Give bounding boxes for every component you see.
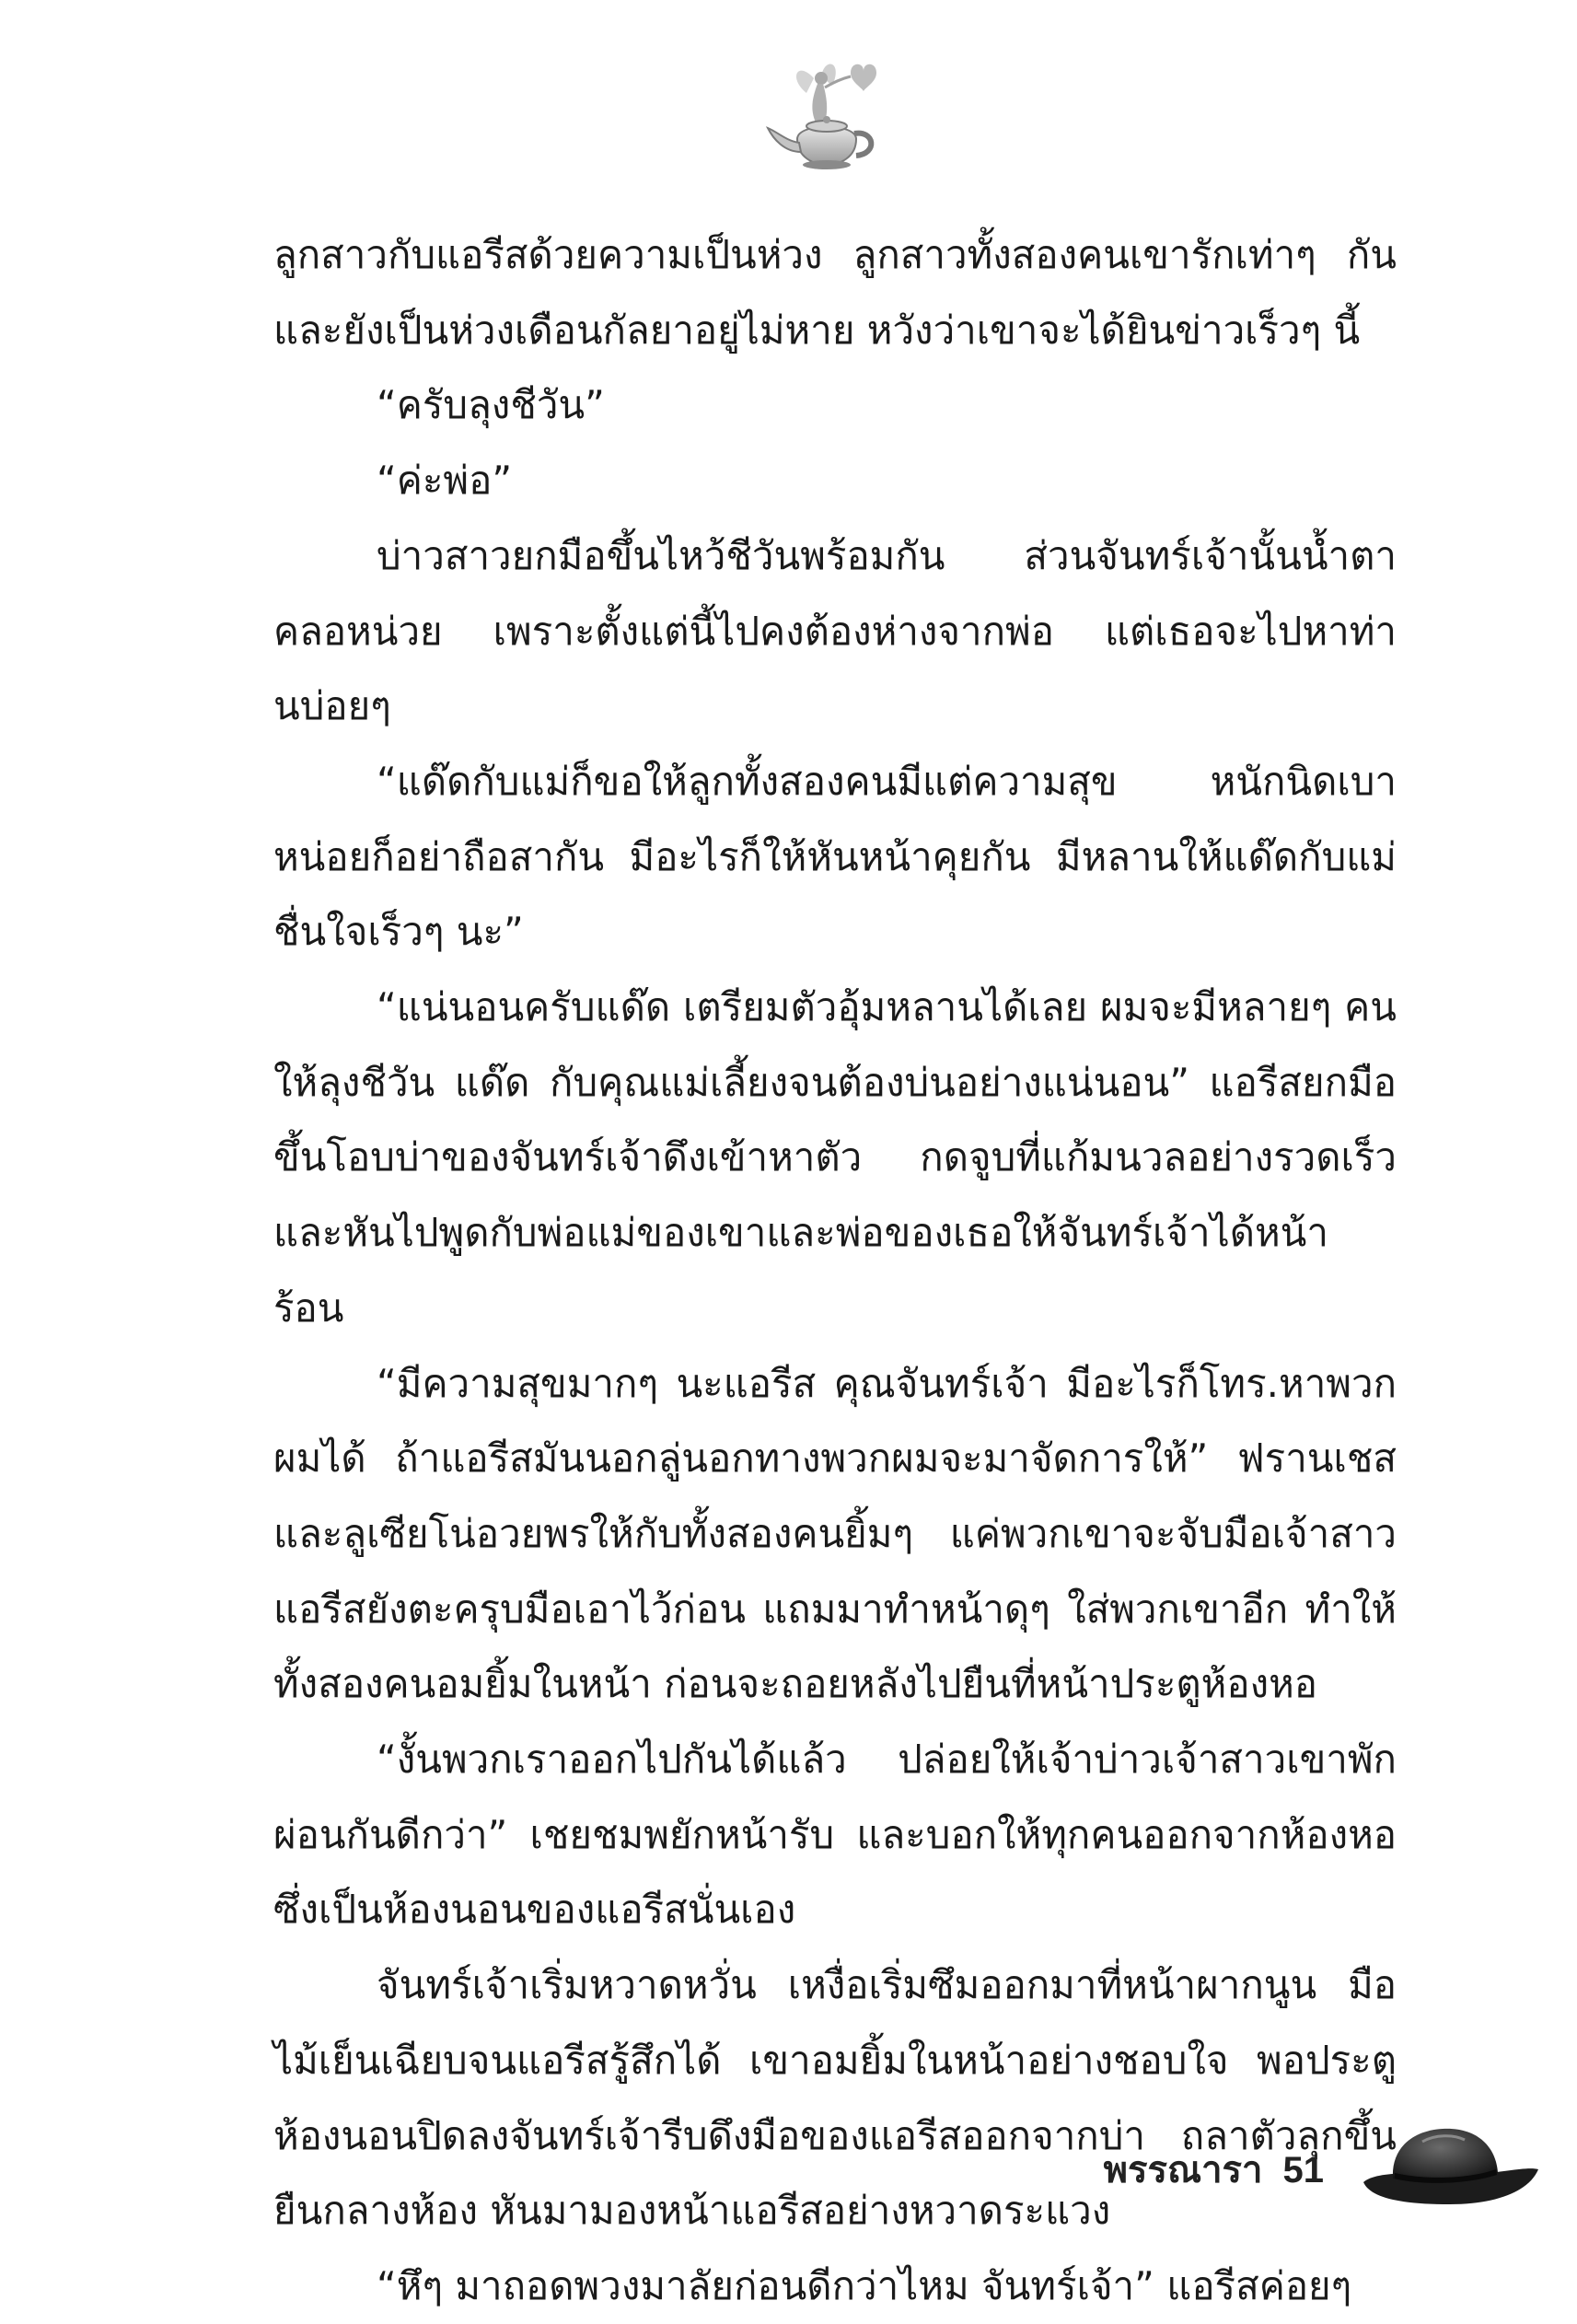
paragraph-2: “ครับลุงชีวัน”	[377, 382, 605, 428]
paragraph-6: “แน่นอนครับแด๊ด เตรียมตัวอุ้มหลานได้เลย ผมจะมีหลายๆ คนให้ลุงชีวัน แด๊ด กับคุณแม่เลี้ยงจนต้องบ่นอย่างแน่นอน” แอรีสยกมือขึ้นโอบบ่าของจันทร์เจ้าดึงเข้าหาตัว กดจูบที่แก้มนวลอย่างรวดเร็ว และหันไปพูดกับพ่อแม่ของเขาและพ่อของเธอให้จันทร์เจ้าได้หน้าร้อน	[273, 984, 1397, 1330]
paragraph-3: “ค่ะพ่อ”	[377, 458, 513, 504]
footer-label	[1104, 2140, 1324, 2199]
teapot-with-fairy-icon	[760, 51, 899, 180]
paragraph-10: “หึๆ มาถอดพวงมาลัยก่อนดีกว่าไหม จันทร์เจ้า” แอรีสค่อยๆ	[377, 2262, 1352, 2308]
paragraph-9: จันทร์เจ้าเริ่มหวาดหวั่น เหงื่อเริ่มซึมออกมาที่หน้าผากนูน มือไม้เย็นเฉียบจนแอรีสรู้สึกได้ เขาอมยิ้มในหน้าอย่างชอบใจ พอประตูห้องนอนปิดลงจันทร์เจ้ารีบดึงมือของแอรีสออกจากบ่า ถลาตัวลุกขึ้นยืนกลางห้อง หันมามองหน้าแอรีสอย่างหวาดระแวง	[273, 1962, 1397, 2234]
book-title: พรรณารา	[1103, 2150, 1263, 2190]
page-footer	[0, 2118, 1577, 2228]
paragraph-4: บ่าวสาวยกมือขึ้นไหว้ชีวันพร้อมกัน ส่วนจันทร์เจ้านั้นน้ำตาคลอหน่วย เพราะตั้งแต่นี้ไปคงต้องห่างจากพ่อ แต่เธอจะไปหาท่านบ่อยๆ	[273, 532, 1397, 729]
paragraph-5: “แด๊ดกับแม่ก็ขอให้ลูกทั้งสองคนมีแต่ความสุข หนักนิดเบาหน่อยก็อย่าถือสากัน มีอะไรก็ให้หันหน้าคุยกัน มีหลานให้แด๊ดกับแม่ชื่นใจเร็วๆ นะ”	[273, 758, 1397, 955]
paragraph-1: ลูกสาวกับแอรีสด้วยความเป็นห่วง ลูกสาวทั้งสองคนเขารักเท่าๆ กัน และยังเป็นห่วงเดือนกัลยาอยู่ไม่หาย หวังว่าเขาจะได้ยินข่าวเร็วๆ นี้	[273, 232, 1397, 353]
paragraph-8: “งั้นพวกเราออกไปกันได้แล้ว ปล่อยให้เจ้าบ่าวเจ้าสาวเขาพักผ่อนกันดีกว่า” เชยชมพยักหน้ารับ และบอกให้ทุกคนออกจากห้องหอซึ่งเป็นห้องนอนของแอรีสนั่นเอง	[273, 1737, 1397, 1933]
body-text	[273, 217, 1397, 2324]
cowboy-hat-icon	[1358, 2118, 1542, 2210]
paragraph-7: “มีความสุขมากๆ นะแอรีส คุณจันทร์เจ้า มีอะไรก็โทร.หาพวกผมได้ ถ้าแอรีสมันนอกลู่นอกทางพวกผมจะมาจัดการให้” ฟรานเชสและลูเซียโน่อวยพรให้กับทั้งสองคนยิ้มๆ แค่พวกเขาจะจับมือเจ้าสาว แอรีสยังตะครุบมือเอาไว้ก่อน แถมมาทำหน้าดุๆ ใส่พวกเขาอีก ทำให้ทั้งสองคนอมยิ้มในหน้า ก่อนจะถอยหลังไปยืนที่หน้าประตูห้องหอ	[273, 1360, 1397, 1707]
page-number: 51	[1282, 2150, 1324, 2190]
